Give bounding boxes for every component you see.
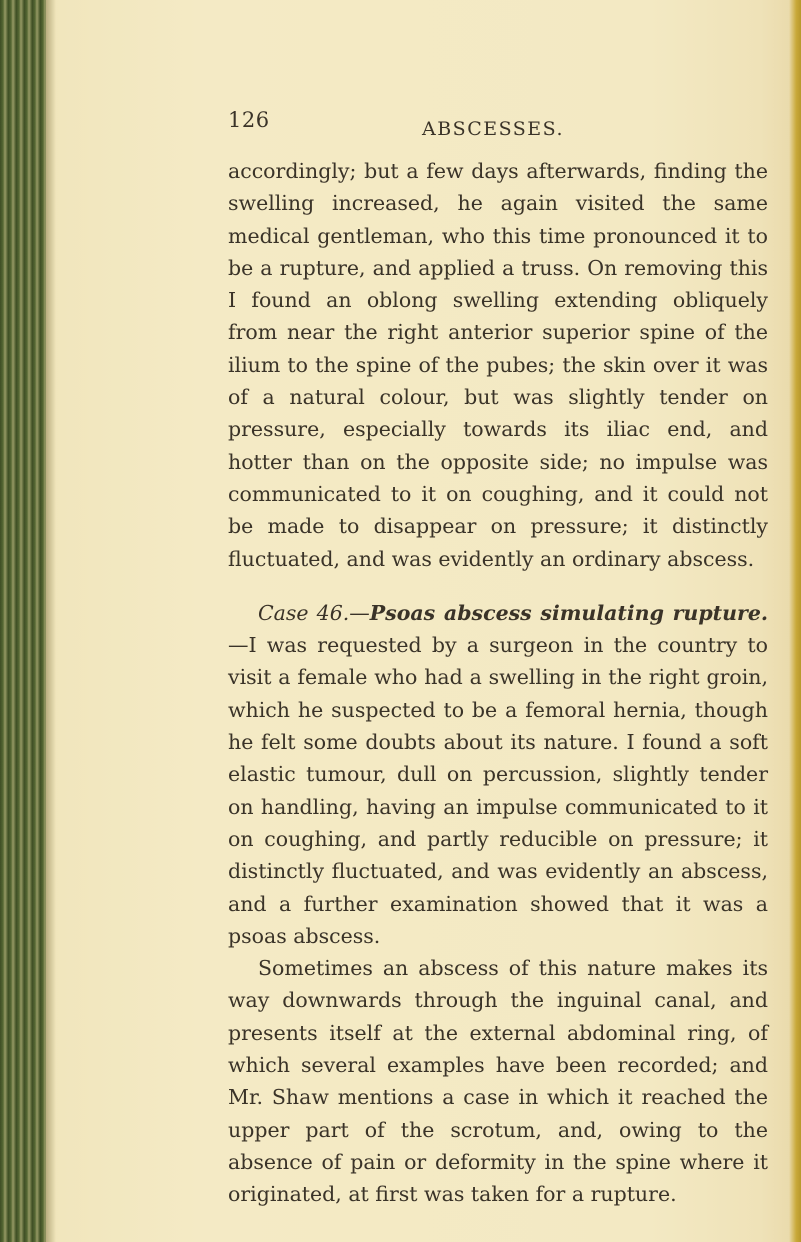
case-label: Case 46. <box>258 600 350 625</box>
page-header <box>228 108 768 148</box>
page-number: 126 <box>228 108 270 132</box>
body-text <box>228 155 768 1211</box>
case-paragraph: Case 46.—Psoas abscess simulating rupture.—I was requested by a surgeon in the country to visit a female who had a swelling in the right groin, which he suspected to be a femoral hernia, though he felt some doubts about its nature. I found a soft elastic tumour, dull on percussion, slightly tender on handling, having an impulse communicated to it on coughing, and partly reducible on pressure; it distinctly fluctuated, and was evidently an abscess, and a further examination showed that it was a psoas abscess. <box>228 600 769 948</box>
running-head: ABSCESSES. <box>422 118 565 140</box>
case-text: I was requested by a surgeon in the country to visit a female who had a swelling in the right groin, which he suspected to be a femoral hernia, though he felt some doubts about its nature. I found a soft elastic tumour, dull on percussion, slightly tender on handling, having an impulse communicated to it on coughing, and partly reducible on pressure; it distinctly fluctuated, and was evidently an abscess, and a further examination showed that it was a psoas abscess. <box>228 633 768 948</box>
paragraph-continuation: accordingly; but a few days afterwards, finding the swelling increased, he again visited the same medical gentleman, who this time pronounced it to be a rupture, and applied a truss. On removing this I found an oblong swelling extending obliquely from near the right anterior superior spine of the ilium to the spine of the pubes; the skin over it was of a natural colour, but was slightly tender on pressure, especially towards its iliac end, and hotter than on the opposite side; no impulse was communicated to it on coughing, and it could not be made to disappear on pressure; it distinctly fluctuated, and was evidently an ordinary abscess. <box>228 159 768 571</box>
page-edge <box>789 0 801 1242</box>
book-binding <box>0 0 46 1242</box>
case-title: Psoas abscess simulating rupture. <box>369 600 769 625</box>
paragraph-sometimes: Sometimes an abscess of this nature makes its way downwards through the inguinal canal, and presents itself at the external abdominal ring, of which several examples have been recorded; and Mr. Shaw mentions a case in which it reached the upper part of the scrotum, and, owing to the absence of pain or deformity in the spine where it originated, at first was taken for a rupture. <box>228 956 768 1207</box>
binding-shadow <box>46 0 56 1242</box>
